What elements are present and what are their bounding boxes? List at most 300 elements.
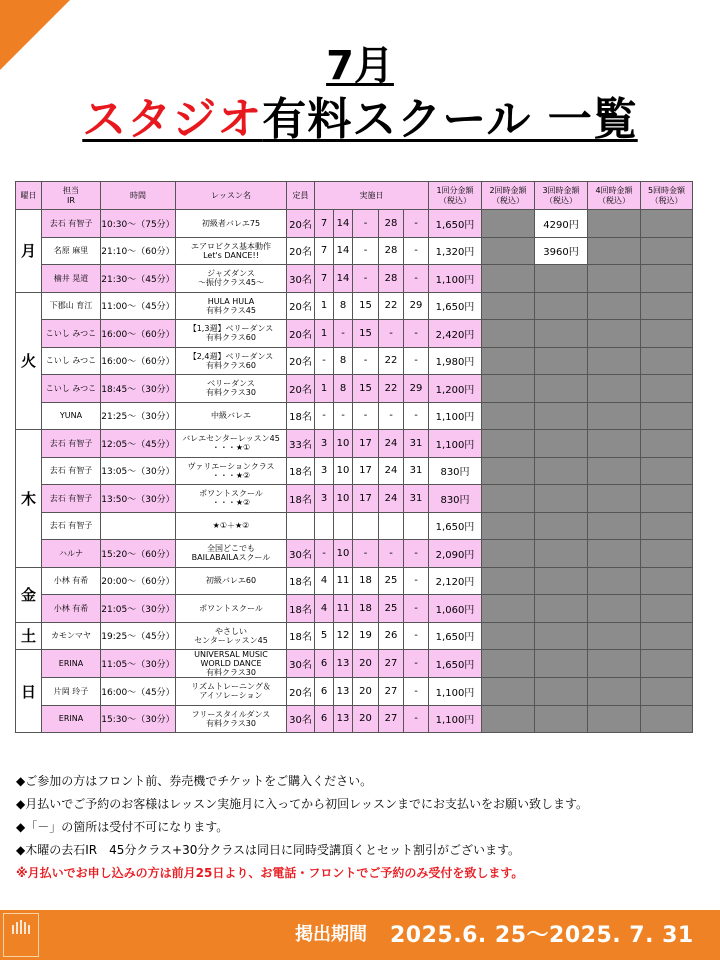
date-cell: -: [334, 402, 353, 430]
day-cell: 土: [16, 622, 42, 650]
date-cell: 22: [379, 347, 404, 375]
price-4-cell: [588, 567, 641, 595]
price-4-cell: [588, 347, 641, 375]
date-cell: -: [404, 705, 429, 733]
capacity-cell: 18名: [287, 402, 315, 430]
capacity-cell: [287, 512, 315, 540]
date-cell: [379, 512, 404, 540]
time-cell: 11:00～（45分）: [101, 292, 176, 320]
price-4-cell: [588, 678, 641, 706]
time-cell: 21:30～（45分）: [101, 265, 176, 293]
header-instructor: 担当 IR: [42, 182, 101, 210]
price-3-cell: [535, 678, 588, 706]
instructor-cell: YUNA: [42, 402, 101, 430]
date-cell: 20: [353, 678, 379, 706]
price-4-cell: [588, 210, 641, 238]
date-cell: 8: [334, 347, 353, 375]
capacity-cell: 20名: [287, 237, 315, 265]
date-cell: 24: [379, 457, 404, 485]
capacity-cell: 20名: [287, 375, 315, 403]
price-1-cell: 1,650円: [429, 210, 482, 238]
price-4-cell: [588, 485, 641, 513]
price-2-cell: [482, 265, 535, 293]
date-cell: 29: [404, 375, 429, 403]
period-dates: 2025.6. 25～2025. 7. 31: [390, 923, 694, 948]
date-cell: 7: [315, 265, 334, 293]
date-cell: 11: [334, 595, 353, 623]
time-cell: 16:00～（45分）: [101, 678, 176, 706]
price-1-cell: 1,100円: [429, 705, 482, 733]
date-cell: 10: [334, 540, 353, 568]
date-cell: -: [404, 402, 429, 430]
logo-icon: [10, 919, 32, 935]
lesson-cell: 中級バレエ: [176, 402, 287, 430]
header-price-3: 3回時金額 （税込）: [535, 182, 588, 210]
price-5-cell: [641, 457, 693, 485]
time-cell: 15:30～（30分）: [101, 705, 176, 733]
lesson-cell: ポワントスクール: [176, 595, 287, 623]
price-3-cell: 3960円: [535, 237, 588, 265]
date-cell: 13: [334, 678, 353, 706]
price-1-cell: 1,980円: [429, 347, 482, 375]
price-2-cell: [482, 210, 535, 238]
date-cell: 14: [334, 237, 353, 265]
time-cell: 10:30～（75分）: [101, 210, 176, 238]
date-cell: 4: [315, 595, 334, 623]
date-cell: 26: [379, 622, 404, 650]
capacity-cell: 20名: [287, 210, 315, 238]
date-cell: 14: [334, 265, 353, 293]
instructor-cell: 小林 有希: [42, 567, 101, 595]
tipness-logo: [3, 913, 39, 957]
price-1-cell: 2,120円: [429, 567, 482, 595]
date-cell: 14: [334, 210, 353, 238]
price-5-cell: [641, 292, 693, 320]
date-cell: 27: [379, 705, 404, 733]
price-4-cell: [588, 650, 641, 678]
price-3-cell: [535, 705, 588, 733]
price-2-cell: [482, 540, 535, 568]
price-2-cell: [482, 430, 535, 458]
instructor-cell: ERINA: [42, 650, 101, 678]
price-4-cell: [588, 595, 641, 623]
lesson-cell: 全国どこでも BAILABAILAスクール: [176, 540, 287, 568]
price-3-cell: [535, 292, 588, 320]
lesson-cell: 初級バレエ60: [176, 567, 287, 595]
date-cell: -: [404, 678, 429, 706]
price-2-cell: [482, 402, 535, 430]
date-cell: 22: [379, 375, 404, 403]
price-3-cell: [535, 430, 588, 458]
lesson-cell: 【2,4週】ベリーダンス 有料クラス60: [176, 347, 287, 375]
lesson-cell: 初級者バレエ75: [176, 210, 287, 238]
price-2-cell: [482, 457, 535, 485]
time-cell: 15:20～（60分）: [101, 540, 176, 568]
date-cell: 18: [353, 595, 379, 623]
date-cell: -: [404, 595, 429, 623]
price-1-cell: 1,100円: [429, 265, 482, 293]
date-cell: 3: [315, 430, 334, 458]
capacity-cell: 33名: [287, 430, 315, 458]
time-cell: 16:00～（60分）: [101, 347, 176, 375]
instructor-cell: 片岡 玲子: [42, 678, 101, 706]
price-5-cell: [641, 540, 693, 568]
month-title: 7月: [326, 43, 394, 89]
price-1-cell: 1,100円: [429, 430, 482, 458]
table-row: [16, 705, 693, 733]
price-3-cell: [535, 622, 588, 650]
instructor-cell: 名原 麻里: [42, 237, 101, 265]
price-1-cell: 830円: [429, 457, 482, 485]
capacity-cell: 20名: [287, 678, 315, 706]
date-cell: 18: [353, 567, 379, 595]
price-4-cell: [588, 402, 641, 430]
price-5-cell: [641, 265, 693, 293]
table-row: [16, 347, 693, 375]
table-row: [16, 237, 693, 265]
price-3-cell: [535, 540, 588, 568]
capacity-cell: 30名: [287, 650, 315, 678]
table-row: [16, 292, 693, 320]
price-1-cell: 1,200円: [429, 375, 482, 403]
table-row: [16, 678, 693, 706]
date-cell: -: [404, 540, 429, 568]
date-cell: -: [315, 402, 334, 430]
price-3-cell: [535, 512, 588, 540]
lesson-cell: UNIVERSAL MUSIC WORLD DANCE 有料クラス30: [176, 650, 287, 678]
table-row: [16, 457, 693, 485]
price-3-cell: [535, 595, 588, 623]
date-cell: 7: [315, 237, 334, 265]
price-4-cell: [588, 320, 641, 348]
price-4-cell: [588, 705, 641, 733]
price-1-cell: 1,650円: [429, 650, 482, 678]
date-cell: 1: [315, 292, 334, 320]
price-5-cell: [641, 402, 693, 430]
note-line: ◆ご参加の方はフロント前、券売機でチケットをご購入ください。: [16, 774, 373, 788]
price-3-cell: [535, 567, 588, 595]
price-2-cell: [482, 567, 535, 595]
date-cell: -: [404, 265, 429, 293]
price-5-cell: [641, 678, 693, 706]
price-2-cell: [482, 595, 535, 623]
time-cell: 21:05～（30分）: [101, 595, 176, 623]
date-cell: 15: [353, 375, 379, 403]
table-row: [16, 402, 693, 430]
price-5-cell: [641, 430, 693, 458]
day-cell: 木: [16, 430, 42, 568]
price-4-cell: [588, 265, 641, 293]
table-row: [16, 485, 693, 513]
instructor-cell: 去石 有智子: [42, 210, 101, 238]
time-cell: 16:00～（60分）: [101, 320, 176, 348]
capacity-cell: 30名: [287, 265, 315, 293]
table-header-row: [16, 182, 693, 210]
date-cell: -: [404, 650, 429, 678]
price-2-cell: [482, 622, 535, 650]
header-price-1: 1回分金額 （税込）: [429, 182, 482, 210]
date-cell: 6: [315, 705, 334, 733]
date-cell: 10: [334, 457, 353, 485]
instructor-cell: ハルナ: [42, 540, 101, 568]
price-4-cell: [588, 457, 641, 485]
capacity-cell: 20名: [287, 320, 315, 348]
instructor-cell: 去石 有智子: [42, 485, 101, 513]
table-row: [16, 265, 693, 293]
instructor-cell: 去石 有智子: [42, 430, 101, 458]
date-cell: 19: [353, 622, 379, 650]
price-3-cell: [535, 375, 588, 403]
table-row: [16, 540, 693, 568]
date-cell: [315, 512, 334, 540]
price-5-cell: [641, 485, 693, 513]
instructor-cell: カモンマヤ: [42, 622, 101, 650]
date-cell: 3: [315, 485, 334, 513]
header-price-5: 5回時金額 （税込）: [641, 182, 693, 210]
date-cell: 25: [379, 595, 404, 623]
date-cell: 20: [353, 650, 379, 678]
date-cell: -: [353, 210, 379, 238]
table-row: [16, 210, 693, 238]
date-cell: 31: [404, 430, 429, 458]
period-label: 掲出期間: [295, 924, 367, 945]
lesson-cell: バレエセンターレッスン45 ・・・★①: [176, 430, 287, 458]
capacity-cell: 18名: [287, 622, 315, 650]
date-cell: -: [404, 320, 429, 348]
date-cell: -: [353, 237, 379, 265]
capacity-cell: 20名: [287, 347, 315, 375]
price-2-cell: [482, 485, 535, 513]
price-1-cell: 1,100円: [429, 402, 482, 430]
instructor-cell: こいし みつこ: [42, 347, 101, 375]
date-cell: -: [353, 347, 379, 375]
price-2-cell: [482, 650, 535, 678]
price-4-cell: [588, 375, 641, 403]
note-line: ◆「－」の箇所は受付不可になります。: [16, 820, 229, 834]
capacity-cell: 20名: [287, 292, 315, 320]
instructor-cell: 楠井 晃道: [42, 265, 101, 293]
date-cell: 1: [315, 320, 334, 348]
table-row: [16, 320, 693, 348]
time-cell: 13:50～（30分）: [101, 485, 176, 513]
date-cell: 31: [404, 485, 429, 513]
time-cell: 12:05～（45分）: [101, 430, 176, 458]
price-2-cell: [482, 512, 535, 540]
date-cell: 28: [379, 210, 404, 238]
date-cell: -: [379, 402, 404, 430]
time-cell: 21:10～（60分）: [101, 237, 176, 265]
instructor-cell: 去石 有智子: [42, 457, 101, 485]
table-row: [16, 567, 693, 595]
date-cell: 17: [353, 457, 379, 485]
header-capacity: 定員: [287, 182, 315, 210]
time-cell: 18:45～（30分）: [101, 375, 176, 403]
date-cell: 6: [315, 678, 334, 706]
capacity-cell: 18名: [287, 485, 315, 513]
date-cell: 24: [379, 485, 404, 513]
note-line: ◆月払いでご予約のお客様はレッスン実施月に入ってから初回レッスンまでにお支払いをお願い致します。: [16, 797, 589, 811]
price-3-cell: [535, 265, 588, 293]
price-5-cell: [641, 705, 693, 733]
note-line: ◆木曜の去石IR 45分クラス+30分クラスは同日に同時受講頂くとセット割引がございます。: [16, 843, 521, 857]
price-5-cell: [641, 567, 693, 595]
date-cell: 28: [379, 265, 404, 293]
header-day: 曜日: [16, 182, 42, 210]
date-cell: -: [404, 622, 429, 650]
page-title: スタジオ有料スクール 一覧: [82, 94, 638, 145]
date-cell: -: [353, 265, 379, 293]
date-cell: 17: [353, 430, 379, 458]
date-cell: 12: [334, 622, 353, 650]
price-2-cell: [482, 705, 535, 733]
date-cell: -: [404, 237, 429, 265]
price-4-cell: [588, 512, 641, 540]
date-cell: -: [315, 540, 334, 568]
lesson-cell: 【1,3週】ベリーダンス 有料クラス60: [176, 320, 287, 348]
price-1-cell: 2,420円: [429, 320, 482, 348]
price-3-cell: [535, 320, 588, 348]
date-cell: 27: [379, 650, 404, 678]
price-5-cell: [641, 650, 693, 678]
date-cell: [353, 512, 379, 540]
date-cell: -: [379, 320, 404, 348]
price-1-cell: 1,320円: [429, 237, 482, 265]
price-3-cell: [535, 347, 588, 375]
table-row: [16, 650, 693, 678]
date-cell: -: [315, 347, 334, 375]
date-cell: 13: [334, 650, 353, 678]
date-cell: -: [334, 320, 353, 348]
price-2-cell: [482, 237, 535, 265]
price-2-cell: [482, 375, 535, 403]
time-cell: 20:00～（60分）: [101, 567, 176, 595]
price-5-cell: [641, 512, 693, 540]
date-cell: -: [379, 540, 404, 568]
lesson-cell: リズムトレーニング＆ アイソレーション: [176, 678, 287, 706]
date-cell: 15: [353, 292, 379, 320]
date-cell: 29: [404, 292, 429, 320]
day-cell: 日: [16, 650, 42, 733]
instructor-cell: 去石 有智子: [42, 512, 101, 540]
date-cell: 24: [379, 430, 404, 458]
price-5-cell: [641, 237, 693, 265]
table-row: [16, 512, 693, 540]
day-cell: 月: [16, 210, 42, 293]
time-cell: 21:25～（30分）: [101, 402, 176, 430]
date-cell: [334, 512, 353, 540]
date-cell: 8: [334, 375, 353, 403]
price-2-cell: [482, 678, 535, 706]
price-1-cell: 830円: [429, 485, 482, 513]
lesson-cell: ヴァリエーションクラス ・・・★②: [176, 457, 287, 485]
header-dates: 実施日: [315, 182, 429, 210]
lesson-cell: フリースタイルダンス 有料クラス30: [176, 705, 287, 733]
price-2-cell: [482, 292, 535, 320]
price-5-cell: [641, 375, 693, 403]
date-cell: -: [353, 540, 379, 568]
instructor-cell: 下郡山 育江: [42, 292, 101, 320]
date-cell: 8: [334, 292, 353, 320]
notes-section: [16, 770, 706, 885]
day-cell: 火: [16, 292, 42, 430]
price-3-cell: [535, 650, 588, 678]
header-price-2: 2回時金額 （税込）: [482, 182, 535, 210]
date-cell: -: [404, 210, 429, 238]
date-cell: 20: [353, 705, 379, 733]
date-cell: 25: [379, 567, 404, 595]
time-cell: 13:05～（30分）: [101, 457, 176, 485]
price-5-cell: [641, 347, 693, 375]
price-3-cell: [535, 485, 588, 513]
price-4-cell: [588, 237, 641, 265]
capacity-cell: 30名: [287, 705, 315, 733]
price-5-cell: [641, 320, 693, 348]
date-cell: 5: [315, 622, 334, 650]
lesson-cell: ★①＋★②: [176, 512, 287, 540]
capacity-cell: 30名: [287, 540, 315, 568]
date-cell: 28: [379, 237, 404, 265]
price-5-cell: [641, 622, 693, 650]
date-cell: 4: [315, 567, 334, 595]
lesson-cell: ポワントスクール ・・・★②: [176, 485, 287, 513]
price-1-cell: 1,100円: [429, 678, 482, 706]
date-cell: 31: [404, 457, 429, 485]
date-cell: 3: [315, 457, 334, 485]
date-cell: 10: [334, 485, 353, 513]
instructor-cell: こいし みつこ: [42, 375, 101, 403]
price-5-cell: [641, 595, 693, 623]
date-cell: -: [404, 347, 429, 375]
date-cell: 10: [334, 430, 353, 458]
price-2-cell: [482, 347, 535, 375]
price-4-cell: [588, 292, 641, 320]
date-cell: 6: [315, 650, 334, 678]
table-row: [16, 595, 693, 623]
date-cell: 17: [353, 485, 379, 513]
lesson-cell: ジャズダンス ～振付クラス45～: [176, 265, 287, 293]
note-red: ※月払いでお申し込みの方は前月25日より、お電話・フロントでご予約のみ受付を致します。: [16, 866, 524, 880]
date-cell: 27: [379, 678, 404, 706]
instructor-cell: 小林 有希: [42, 595, 101, 623]
date-cell: 1: [315, 375, 334, 403]
date-cell: 15: [353, 320, 379, 348]
date-cell: 11: [334, 567, 353, 595]
date-cell: 22: [379, 292, 404, 320]
price-3-cell: [535, 457, 588, 485]
capacity-cell: 18名: [287, 567, 315, 595]
price-4-cell: [588, 540, 641, 568]
time-cell: [101, 512, 176, 540]
header-price-4: 4回時金額 （税込）: [588, 182, 641, 210]
price-1-cell: 1,650円: [429, 512, 482, 540]
instructor-cell: ERINA: [42, 705, 101, 733]
header-time: 時間: [101, 182, 176, 210]
date-cell: -: [353, 402, 379, 430]
date-cell: 13: [334, 705, 353, 733]
header-lesson: レッスン名: [176, 182, 287, 210]
table-row: [16, 430, 693, 458]
date-cell: -: [404, 567, 429, 595]
price-3-cell: [535, 402, 588, 430]
lesson-cell: エアロビクス基本動作 Let's DANCE!!: [176, 237, 287, 265]
capacity-cell: 18名: [287, 457, 315, 485]
price-5-cell: [641, 210, 693, 238]
time-cell: 11:05～（30分）: [101, 650, 176, 678]
table-row: [16, 622, 693, 650]
price-1-cell: 1,060円: [429, 595, 482, 623]
price-2-cell: [482, 320, 535, 348]
capacity-cell: 18名: [287, 595, 315, 623]
